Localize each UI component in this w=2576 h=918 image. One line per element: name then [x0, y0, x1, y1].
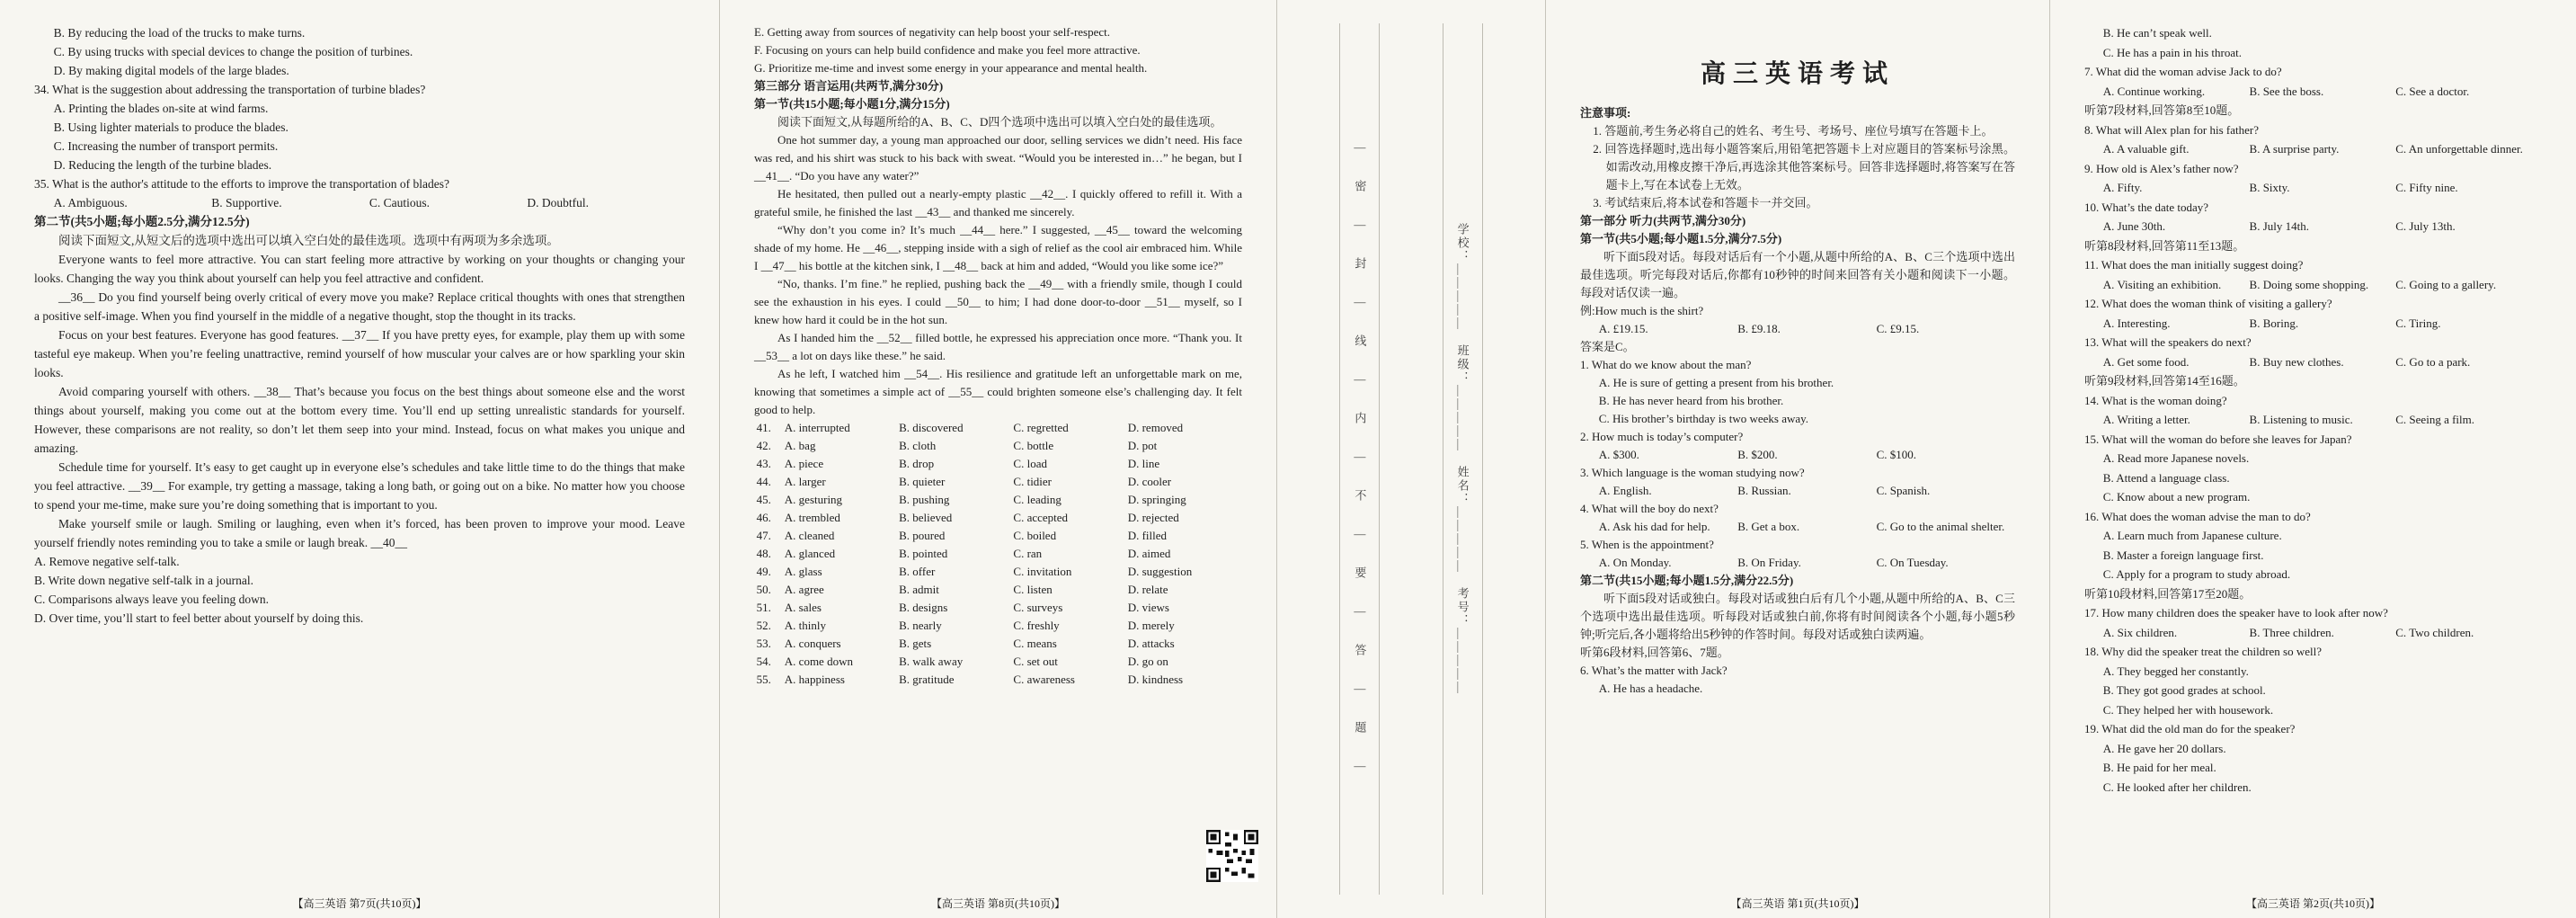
option-cell: C. set out [1013, 655, 1058, 668]
text-line: F. Focusing on yours can help build confidence and make you feel more attractive. [754, 43, 1141, 57]
option-cell: B. pushing [899, 493, 950, 506]
option-cell: D. removed [1127, 421, 1184, 434]
option-cell: D. kindness [1127, 673, 1184, 686]
text-line: 15. What will the woman do before she leaves for Japan? [2084, 432, 2352, 446]
text-line: 听第8段材料,回答第11至13题。 [2084, 238, 2245, 253]
option-cell: B. admit [899, 583, 939, 596]
text-line: C. They helped her with housework. [2102, 702, 2274, 717]
options-row [2084, 139, 2542, 159]
page-2-content [2084, 23, 2542, 797]
section-heading: 第一节(共5小题;每小题1.5分,满分7.5分) [1580, 232, 1782, 245]
option-cell: C. Seeing a film. [2395, 413, 2475, 426]
option-cell: B. Three children. [2249, 625, 2334, 639]
option-cell: C. bottle [1013, 439, 1054, 452]
option-cell: A. English. [1598, 484, 1652, 497]
option-cell: A. A valuable gift. [2102, 142, 2190, 156]
item-number: 49. [756, 565, 771, 578]
text-line: B. By reducing the load of the trucks to make turns. [53, 26, 306, 40]
text-line: A. Read more Japanese novels. [2102, 451, 2250, 465]
section-heading: 第二节(共15小题;每小题1.5分,满分22.5分) [1580, 574, 1794, 587]
option-cell: D. springing [1127, 493, 1186, 506]
option-cell: C. boiled [1013, 529, 1057, 542]
options-row [754, 509, 1242, 527]
option-cell: B. See the boss. [2249, 84, 2324, 98]
option-cell: C. means [1013, 637, 1057, 650]
text-line: B. Using lighter materials to produce the blades. [53, 120, 289, 134]
text-line: A. They begged her constantly. [2102, 664, 2249, 678]
page-footer: 【高三英语 第2页(共10页)】 [2246, 897, 2380, 910]
text-line: C. Comparisons always leave you feeling down. [34, 593, 269, 606]
section-heading: 注意事项: [1580, 106, 1631, 120]
seal-line-text: — 密 — 封 — 线 — 内 — 不 — 要 — 答 — 题 — [1339, 23, 1380, 895]
options-row [754, 473, 1242, 491]
option-cell: D. rejected [1127, 511, 1179, 524]
options-row [34, 193, 685, 212]
option-cell: B. Buy new clothes. [2249, 354, 2344, 369]
section-heading: 第一部分 听力(共两节,满分30分) [1580, 214, 1746, 227]
option-cell: B. offer [899, 565, 936, 578]
text-line: As he left, I watched him __54__. His resilience and gratitude left an unforgettable mark on me, knowing that sometimes a simple act of __55__ could brighten someone else’s challenging day. It felt good to help. [754, 367, 1242, 416]
page-2 [2049, 0, 2576, 918]
page-1 [1546, 0, 2049, 918]
option-cell: B. believed [899, 511, 953, 524]
option-cell: B. pointed [899, 547, 948, 560]
text-line: A. He is sure of getting a present from his brother. [1598, 376, 1834, 389]
option-cell: C. listen [1013, 583, 1053, 596]
option-cell: A. June 30th. [2102, 219, 2166, 233]
option-cell: C. Tiring. [2395, 316, 2441, 330]
options-row [754, 599, 1242, 617]
text-line: 13. What will the speakers do next? [2084, 335, 2252, 349]
text-line: B. He has never heard from his brother. [1598, 394, 1784, 407]
item-number: 48. [756, 547, 771, 560]
option-cell: D. filled [1127, 529, 1168, 542]
options-row [754, 545, 1242, 563]
option-cell: C. An unforgettable dinner. [2395, 142, 2523, 156]
page-1-content [1580, 104, 2015, 698]
option-cell: A. $300. [1598, 448, 1639, 461]
option-cell: C. Go to the animal shelter. [1876, 520, 2005, 533]
option-cell: A. Continue working. [2102, 84, 2206, 98]
option-cell: B. $200. [1737, 448, 1778, 461]
section-heading: 第二节(共5小题;每小题2.5分,满分12.5分) [34, 215, 250, 228]
option-cell: A. glanced [784, 547, 836, 560]
text-line: B. Master a foreign language first. [2102, 548, 2264, 562]
text-line: C. Apply for a program to study abroad. [2102, 567, 2291, 581]
option-cell: D. merely [1127, 619, 1175, 632]
option-cell: D. cooler [1127, 475, 1172, 488]
options-row [754, 671, 1242, 689]
text-line: D. By making digital models of the large blades. [53, 64, 289, 77]
text-line: As I handed him the __52__ filled bottle, he expressed his appreciation once more. “Thank you. It __53__ a lot on days like these.” he said. [754, 331, 1242, 362]
item-number: 45. [756, 493, 771, 506]
option-cell: A. agree [784, 583, 824, 596]
option-cell: A. £19.15. [1598, 322, 1648, 335]
option-cell: C. July 13th. [2395, 219, 2456, 233]
options-row [754, 635, 1242, 653]
option-cell: C. awareness [1013, 673, 1075, 686]
option-cell: A. interrupted [784, 421, 850, 434]
option-cell: A. come down [784, 655, 853, 668]
option-cell: C. leading [1013, 493, 1061, 506]
seal-binding-area [1276, 0, 1546, 918]
option-cell: B. A surprise party. [2249, 142, 2340, 156]
text-line: G. Prioritize me-time and invest some energy in your appearance and mental health. [754, 61, 1148, 75]
options-row [2084, 623, 2542, 643]
text-line: Avoid comparing yourself with others. __38__ That’s because you focus on the best things about someone else and the worst things about yourself, making you come out at the bottom every time. You’ll end up setting unrealistic standards for yourself. However, these comparisons are not reality, so don’t let them seep into your mind. Instead, focus on what makes you unique and amazing. [34, 385, 685, 455]
text-line: C. Increasing the number of transport permits. [53, 139, 279, 153]
option-cell: A. Interesting. [2102, 316, 2171, 330]
option-cell: C. On Tuesday. [1876, 556, 1949, 569]
text-line: 答案是C。 [1580, 340, 1635, 353]
option-cell: B. nearly [899, 619, 942, 632]
options-row [754, 563, 1242, 581]
option-cell: B. Doing some shopping. [2249, 277, 2369, 291]
item-number: 46. [756, 511, 771, 524]
item-number: 41. [756, 421, 771, 434]
text-line: 12. What does the woman think of visiting a gallery? [2084, 297, 2332, 310]
option-cell: B. quieter [899, 475, 946, 488]
text-line: 35. What is the author's attitude to the efforts to improve the transportation of blades? [34, 177, 449, 191]
option-cell: C. ran [1013, 547, 1043, 560]
item-number: 50. [756, 583, 771, 596]
option-cell: B. gratitude [899, 673, 955, 686]
options-row [1580, 518, 2015, 536]
option-cell: B. Supportive. [211, 196, 282, 209]
options-row [2084, 352, 2542, 372]
page-footer: 【高三英语 第1页(共10页)】 [1730, 897, 1865, 910]
item-number: 53. [756, 637, 771, 650]
option-cell: A. conquers [784, 637, 841, 650]
text-line: 8. What will Alex plan for his father? [2084, 122, 2259, 137]
option-cell: D. views [1127, 601, 1169, 614]
option-cell: D. pot [1127, 439, 1158, 452]
text-line: 听第6段材料,回答第6、7题。 [1580, 646, 1729, 659]
text-line: 阅读下面短文,从短文后的选项中选出可以填入空白处的最佳选项。选项中有两项为多余选项。 [58, 234, 559, 247]
option-cell: D. aimed [1127, 547, 1171, 560]
option-cell: D. Doubtful. [527, 196, 590, 209]
option-cell: B. Russian. [1737, 484, 1791, 497]
option-cell: A. larger [784, 475, 826, 488]
text-line: 2. How much is today’s computer? [1580, 430, 1744, 443]
text-line: A. He has a headache. [1598, 682, 1703, 695]
text-line: 4. What will the boy do next? [1580, 502, 1719, 515]
options-row [2084, 314, 2542, 334]
options-row [2084, 82, 2542, 102]
option-cell: A. cleaned [784, 529, 835, 542]
option-cell: C. £9.15. [1876, 322, 1920, 335]
text-line: A. Remove negative self-talk. [34, 555, 180, 568]
text-line: C. His brother’s birthday is two weeks away. [1598, 412, 1809, 425]
section-heading: 第三部分 语言运用(共两节,满分30分) [754, 79, 944, 93]
option-cell: C. See a doctor. [2395, 84, 2470, 98]
text-line: Schedule time for yourself. It’s easy to get caught up in everyone else’s schedules and take little time to do the things that make you feel attractive. __39__ For example, try getting a massage, taking a long bath, or going out on a bike. No matter how you choose to spend your me-time, make sure you’re doing something that is important to you. [34, 460, 685, 512]
option-cell: C. accepted [1013, 511, 1069, 524]
option-cell: C. tidier [1013, 475, 1053, 488]
text-line: 听第10段材料,回答第17至20题。 [2084, 586, 2252, 601]
text-line: 18. Why did the speaker treat the children so well? [2084, 645, 2323, 658]
option-cell: B. Get a box. [1737, 520, 1800, 533]
option-cell: A. Writing a letter. [2102, 413, 2190, 426]
text-line: 14. What is the woman doing? [2084, 393, 2227, 407]
option-cell: D. line [1127, 457, 1160, 470]
option-cell: A. Ambiguous. [53, 196, 128, 209]
section-heading: 第一节(共15小题;每小题1分,满分15分) [754, 97, 950, 111]
text-line: C. He looked after her children. [2102, 780, 2252, 794]
option-cell: A. Six children. [2102, 625, 2178, 639]
page-7 [0, 0, 719, 918]
student-info-fields: 学校：＿＿＿＿＿ 班级：＿＿＿＿＿ 姓名：＿＿＿＿＿ 考号：＿＿＿＿＿ [1443, 23, 1483, 895]
option-cell: B. On Friday. [1737, 556, 1801, 569]
text-line: B. He can’t speak well. [2102, 26, 2212, 40]
text-line: 9. How old is Alex’s father now? [2084, 161, 2239, 175]
options-row [2084, 275, 2542, 295]
option-cell: A. Visiting an exhibition. [2102, 277, 2222, 291]
option-cell: C. Fifty nine. [2395, 181, 2458, 194]
option-cell: B. Sixty. [2249, 181, 2290, 194]
text-line: 听第9段材料,回答第14至16题。 [2084, 374, 2245, 388]
text-line: 听下面5段对话。每段对话后有一个小题,从题中所给的A、B、C三个选项中选出最佳选项。听完每段对话后,你都有10秒钟的时间来回答有关小题和阅读下一小题。每段对话仅读一遍。 [1580, 250, 2015, 299]
text-line: C. By using trucks with special devices to change the position of turbines. [53, 45, 413, 58]
option-cell: C. freshly [1013, 619, 1060, 632]
text-line: 10. What’s the date today? [2084, 200, 2209, 214]
options-row [754, 437, 1242, 455]
text-line: A. He gave her 20 dollars. [2102, 741, 2226, 755]
text-line: Make yourself smile or laugh. Smiling or laughing, even when it’s forced, has been proven to improve your mood. Leave yourself friendly notes reminding you to take a smile or laugh break. __40__ [34, 517, 685, 549]
text-line: B. Write down negative self-talk in a journal. [34, 574, 254, 587]
text-line: C. Know about a new program. [2102, 490, 2251, 504]
options-row [2084, 178, 2542, 198]
text-line: One hot summer day, a young man approached our door, selling services we didn’t need. His face was red, and his shirt was stuck to his back with sweat. “Would you be interested in…” he began, but I __41__. “Do you have any water?” [754, 133, 1242, 183]
options-row [1580, 554, 2015, 572]
text-line: 5. When is the appointment? [1580, 538, 1714, 551]
option-cell: A. Fifty. [2102, 181, 2143, 194]
text-line: 3. 考试结束后,将本试卷和答题卡一并交回。 [1593, 196, 1818, 209]
options-row [754, 653, 1242, 671]
item-number: 55. [756, 673, 771, 686]
option-cell: C. Cautious. [369, 196, 430, 209]
option-cell: C. surveys [1013, 601, 1063, 614]
text-line: 3. Which language is the woman studying now? [1580, 466, 1805, 479]
options-row [1580, 482, 2015, 500]
page-8-content [754, 23, 1242, 689]
text-line: 听第7段材料,回答第8至10题。 [2084, 103, 2240, 117]
option-cell: A. happiness [784, 673, 845, 686]
text-line: 1. What do we know about the man? [1580, 358, 1752, 371]
options-row [754, 581, 1242, 599]
text-line: 例:How much is the shirt? [1580, 304, 1704, 317]
option-cell: B. July 14th. [2249, 219, 2309, 233]
text-line: B. He paid for her meal. [2102, 761, 2216, 774]
text-line: C. He has a pain in his throat. [2102, 45, 2242, 59]
option-cell: A. gesturing [784, 493, 843, 506]
exam-title: 高三英语考试 [1700, 60, 1895, 88]
options-row [754, 617, 1242, 635]
option-cell: A. sales [784, 601, 822, 614]
text-line: 1. 答题前,考生务必将自己的姓名、考生号、考场号、座位号填写在答题卡上。 [1593, 124, 1994, 138]
option-cell: B. drop [899, 457, 935, 470]
option-cell: D. go on [1127, 655, 1168, 668]
text-line: “Why don’t you come in? It’s much __44__ here.” I suggested, __45__ toward the welcoming shade of my home. He __46__, stepping inside with a sigh of relief as the cool air embraced him. While I __47__ his bottle at the kitchen sink, I __48__ back at him and added, “Would you like some ice?” [754, 223, 1242, 272]
option-cell: A. Ask his dad for help. [1598, 520, 1710, 533]
option-cell: B. Boring. [2249, 316, 2299, 330]
item-number: 42. [756, 439, 771, 452]
option-cell: B. poured [899, 529, 946, 542]
item-number: 44. [756, 475, 771, 488]
text-line: 16. What does the woman advise the man to do? [2084, 509, 2311, 523]
text-line: 6. What’s the matter with Jack? [1580, 664, 1728, 677]
text-line: 17. How many children does the speaker have to look after now? [2084, 606, 2388, 619]
text-line: D. Reducing the length of the turbine blades. [53, 158, 272, 172]
page-footer: 【高三英语 第8页(共10页)】 [931, 897, 1065, 910]
option-cell: C. invitation [1013, 565, 1072, 578]
option-cell: D. suggestion [1127, 565, 1193, 578]
option-cell: C. Spanish. [1876, 484, 1931, 497]
option-cell: A. thinly [784, 619, 827, 632]
option-cell: C. Two children. [2395, 625, 2474, 639]
item-number: 52. [756, 619, 771, 632]
option-cell: A. glass [784, 565, 822, 578]
text-line: He hesitated, then pulled out a nearly-empty plastic __42__. I quickly offered to refill it. With a grateful smile, he finished the last __43__ and thanked me sincerely. [754, 187, 1242, 218]
options-row [1580, 446, 2015, 464]
option-cell: D. attacks [1127, 637, 1175, 650]
qr-code [1206, 830, 1258, 882]
page-footer: 【高三英语 第7页(共10页)】 [292, 897, 427, 910]
option-cell: A. On Monday. [1598, 556, 1672, 569]
option-cell: C. load [1013, 457, 1047, 470]
text-line: A. Learn much from Japanese culture. [2102, 529, 2282, 542]
option-cell: A. Get some food. [2102, 354, 2190, 369]
item-number: 43. [756, 457, 771, 470]
option-cell: A. bag [784, 439, 816, 452]
text-line: 听下面5段对话或独白。每段对话或独白后有几个小题,从题中所给的A、B、C三个选项中选出最佳选项。听每段对话或独白前,你将有时间阅读各个小题,每小题5秒钟;听完后,各小题将给出5秒钟的作答时间。每段对话或独白读两遍。 [1580, 592, 2015, 641]
option-cell: B. Listening to music. [2249, 413, 2353, 426]
text-line: “No, thanks. I’m fine.” he replied, pushing back the __49__ with a friendly smile, though I could see the exhaustion in his eyes. I could __50__ to him; I had done door-to-door __51__ myself, so I knew how hard it could be in the hot sun. [754, 277, 1242, 326]
option-cell: B. £9.18. [1737, 322, 1781, 335]
option-cell: C. regretted [1013, 421, 1069, 434]
options-row [2084, 410, 2542, 430]
options-row [754, 419, 1242, 437]
option-cell: B. designs [899, 601, 948, 614]
text-line: E. Getting away from sources of negativity can help boost your self-respect. [754, 25, 1111, 39]
text-line: 19. What did the old man do for the speaker? [2084, 722, 2296, 735]
option-cell: D. relate [1127, 583, 1168, 596]
text-line: __36__ Do you find yourself being overly critical of every move you make? Replace critical thoughts with ones that strengthen a positive self-image. When you find yourself in the middle of a negative thought, stop the thought in its tracks. [34, 290, 685, 323]
option-cell: B. cloth [899, 439, 937, 452]
option-cell: C. Go to a park. [2395, 354, 2471, 369]
text-line: B. Attend a language class. [2102, 470, 2230, 485]
item-number: 47. [756, 529, 771, 542]
text-line: B. They got good grades at school. [2102, 683, 2266, 697]
options-row [754, 455, 1242, 473]
option-cell: C. $100. [1876, 448, 1917, 461]
item-number: 54. [756, 655, 771, 668]
page-7-content [34, 23, 685, 628]
text-line: 阅读下面短文,从每题所给的A、B、C、D四个选项中选出可以填入空白处的最佳选项。 [777, 115, 1222, 129]
text-line: D. Over time, you’ll start to feel better about yourself by doing this. [34, 611, 364, 625]
text-line: A. Printing the blades on-site at wind farms. [53, 102, 269, 115]
text-line: Focus on your best features. Everyone has good features. __37__ If you have pretty eyes, for example, play them up with some tasteful eye makeup. When you’re feeling unattractive, remind yourself of how muscular your calves are or how sparkling your skin looks. [34, 328, 685, 379]
text-line: 2. 回答选择题时,选出每小题答案后,用铅笔把答题卡上对应题目的答案标号涂黑。如需改动,用橡皮擦干净后,再选涂其他答案标号。回答非选择题时,将答案写在答题卡上,写在本试卷上无效。 [1593, 142, 2015, 192]
page-8 [719, 0, 1276, 918]
text-line: 11. What does the man initially suggest doing? [2084, 258, 2304, 272]
option-cell: B. discovered [899, 421, 964, 434]
option-cell: A. trembled [784, 511, 840, 524]
option-cell: B. gets [899, 637, 932, 650]
option-cell: C. Going to a gallery. [2395, 277, 2497, 291]
options-row [1580, 320, 2015, 338]
text-line: 34. What is the suggestion about addressing the transportation of turbine blades? [34, 83, 426, 96]
text-line: Everyone wants to feel more attractive. You can start feeling more attractive by working on your thoughts or changing your looks. Changing the way you think about yourself can help you feel attractive and confident. [34, 253, 685, 285]
options-row [754, 527, 1242, 545]
options-row [754, 491, 1242, 509]
options-row [2084, 217, 2542, 236]
option-cell: B. walk away [899, 655, 964, 668]
option-cell: A. piece [784, 457, 824, 470]
item-number: 51. [756, 601, 771, 614]
text-line: 7. What did the woman advise Jack to do? [2084, 65, 2282, 78]
